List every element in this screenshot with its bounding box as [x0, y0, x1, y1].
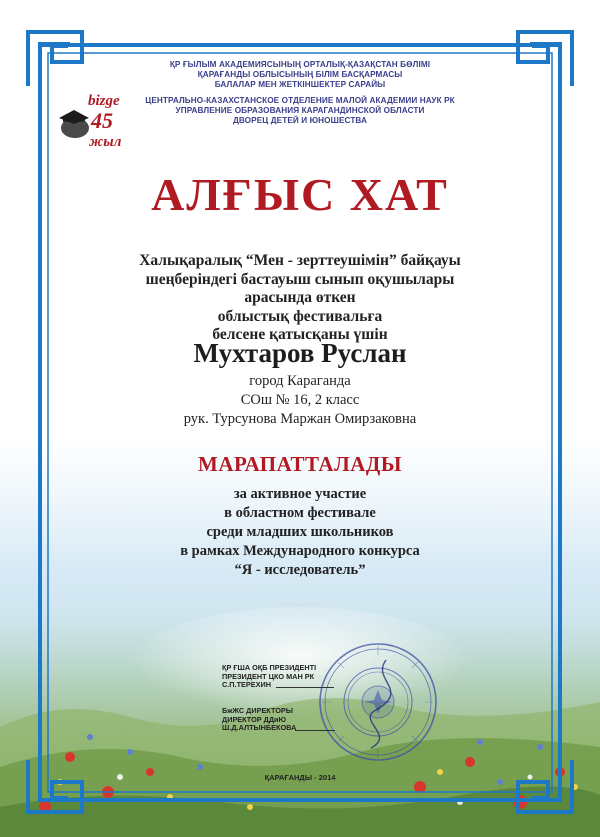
official-seal-stamp: [316, 640, 440, 764]
header-line-3: БАЛАЛАР МЕН ЖЕТКІНШЕКТЕР САРАЙЫ: [214, 80, 386, 89]
header-line-2: ҚАРАҒАНДЫ ОБЛЫСЫНЫҢ БІЛІМ БАСҚАРМАСЫ: [197, 70, 403, 79]
certificate-body: [0, 252, 600, 345]
detail-city: город Караганда: [249, 373, 351, 389]
logo-bottom-text: жыл: [89, 134, 122, 150]
logo-number: 45: [91, 108, 113, 133]
body-line-5: белсене қатысқаны үшін: [212, 326, 388, 343]
certificate-title: АЛҒЫС ХАТ: [151, 169, 449, 220]
body-line-3: арасында өткен: [244, 289, 356, 306]
signature-block-director: [222, 707, 296, 733]
body-line-1: Халықаралық “Мен - зерттеушімін” байқауы: [139, 252, 461, 269]
sig1-line-1: ҚР ҒША ОҚБ ПРЕЗИДЕНТІ: [222, 663, 317, 672]
reason-line-4: в рамках Международного конкурса: [180, 543, 420, 559]
sig1-line-3: С.П.ТЕРЕХИН: [222, 680, 272, 690]
header-line-1: ҚР ҒЫЛЫМ АКАДЕМИЯСЫНЫҢ ОРТАЛЫҚ-ҚАЗАҚСТАН БӨЛІМІ: [169, 60, 431, 69]
sig1-line-2: ПРЕЗИДЕНТ ЦКО МАН РК: [222, 671, 315, 681]
signature-block-president: [222, 664, 316, 690]
detail-school: СОш № 16, 2 класс: [240, 392, 360, 408]
reason-line-5: “Я - исследователь”: [234, 562, 366, 578]
award-heading: МАРАПАТТАЛАДЫ: [198, 452, 402, 476]
reason-line-3: среди младших школьников: [206, 524, 394, 540]
footer-city-year: ҚАРАҒАНДЫ - 2014: [264, 773, 336, 782]
body-line-2: шеңберіндегі бастауыш сынып оқушылары: [145, 270, 455, 288]
recipient-details: [0, 372, 600, 429]
header-line-4: ЦЕНТРАЛЬНО-КАЗАХСТАНСКОЕ ОТДЕЛЕНИЕ МАЛОЙ АКАДЕМИИ НАУК РК: [145, 96, 455, 105]
sig2-line-2: ДИРЕКТОР ДДиЮ: [222, 714, 287, 724]
header-line-5: УПРАВЛЕНИЕ ОБРАЗОВАНИЯ КАРАГАНДИНСКОЙ ОБЛАСТИ: [175, 106, 425, 115]
signature-line-director: [295, 730, 335, 731]
reason-line-2: в областном фестивале: [224, 505, 376, 521]
sig2-line-1: БжЖС ДИРЕКТОРЫ: [222, 706, 293, 715]
body-line-4: облыстық фестивальға: [217, 307, 383, 325]
award-reason: [0, 485, 600, 580]
header-line-6: ДВОРЕЦ ДЕТЕЙ И ЮНОШЕСТВА: [232, 116, 368, 125]
detail-supervisor: рук. Турсунова Маржан Омирзаковна: [183, 411, 417, 427]
anniversary-logo: [55, 88, 130, 153]
reason-line-1: за активное участие: [233, 486, 367, 502]
recipient-name: Мухтаров Руслан: [193, 338, 407, 368]
sig2-line-3: Ш.Д.АЛТЫНБЕКОВА: [222, 723, 297, 733]
signature-line-president: [276, 687, 334, 688]
logo-top-text: bizge: [88, 93, 120, 109]
